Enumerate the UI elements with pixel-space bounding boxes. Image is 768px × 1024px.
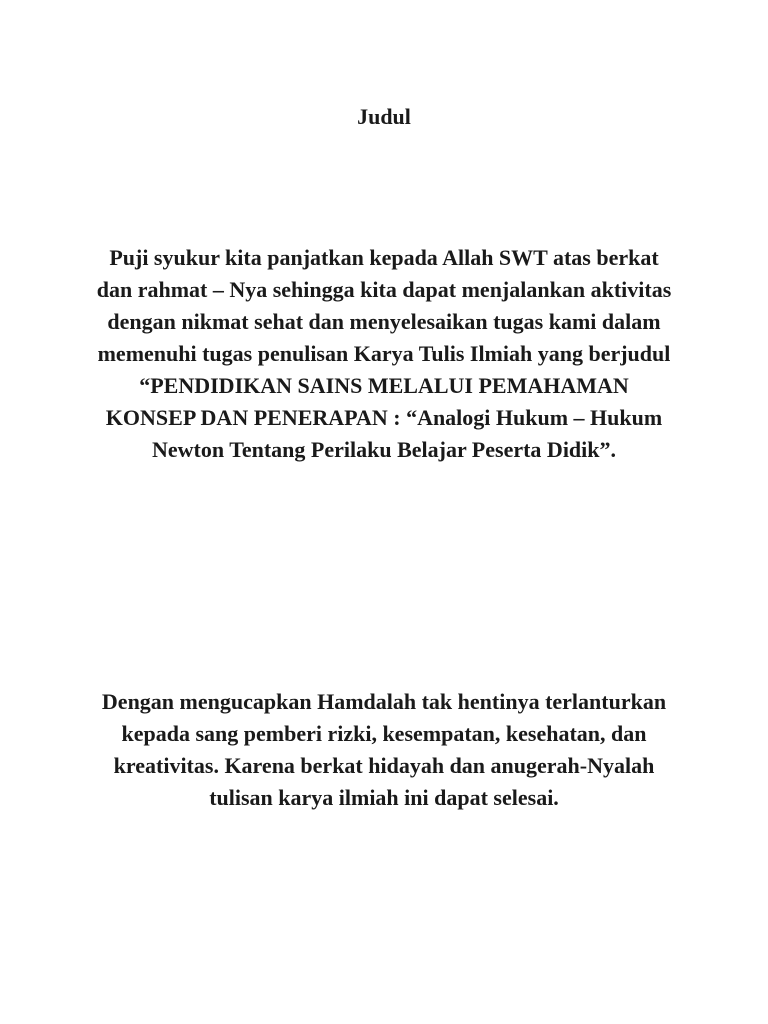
paragraph-gratitude: Dengan mengucapkan Hamdalah tak hentinya terlanturkan kepada sang pemberi rizki, kesempatan, kesehatan, dan kreativitas. Karena berkat hidayah dan anugerah-Nyalah tulisan karya ilmiah ini dapat selesai. [101, 689, 667, 810]
paragraph-intro: Puji syukur kita panjatkan kepada Allah SWT atas berkat dan rahmat – Nya sehingga kita dapat menjalankan aktivitas dengan nikmat sehat dan menyelesaikan tugas kami dalam memenuhi tugas penulisan Karya Tulis Ilmiah yang berjudul “PENDIDIKAN SAINS MELALUI PEMAHAMAN KONSEP DAN PENERAPAN : “Analogi Hukum – Hukum Newton Tentang Perilaku Belajar Peserta Didik”. [96, 245, 672, 462]
page-title: Judul [357, 104, 411, 129]
